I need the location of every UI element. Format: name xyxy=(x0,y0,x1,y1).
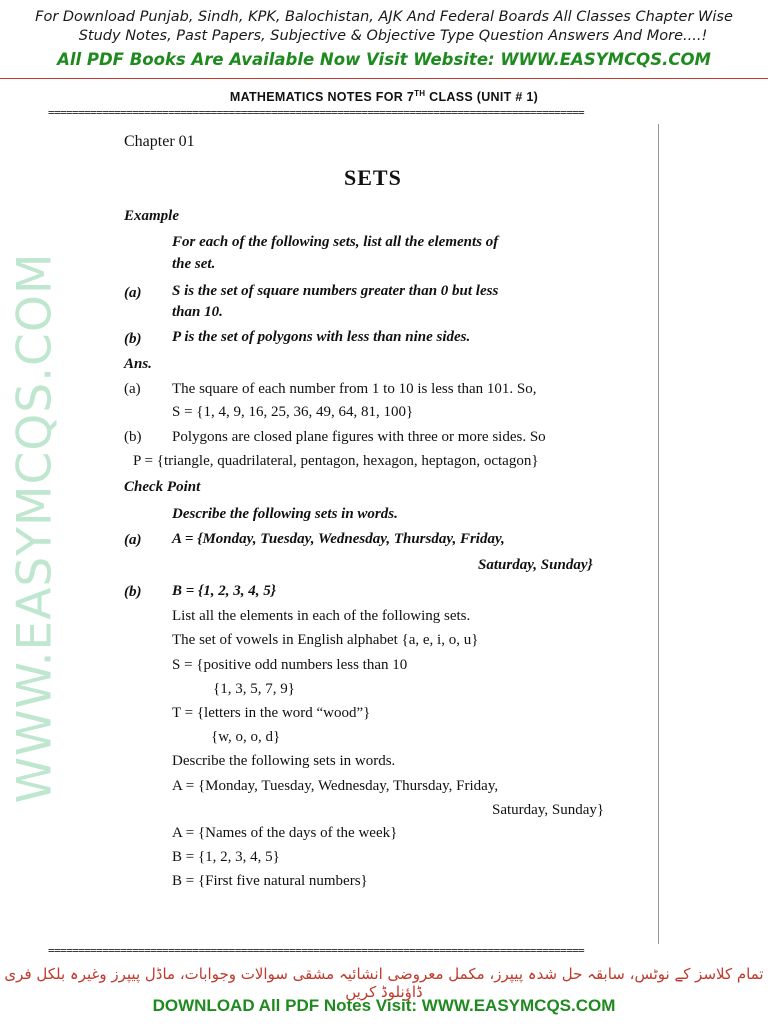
days-line-2: Saturday, Sunday} xyxy=(492,802,605,818)
checkpoint-a-text-2: Saturday, Sunday} xyxy=(478,557,593,573)
t-elements: {w, o, o, d} xyxy=(211,729,281,745)
checkpoint-a-label: (a) xyxy=(124,532,142,548)
notes-title-sup: TH xyxy=(414,89,426,98)
header-divider xyxy=(0,78,768,79)
answer-a-set: S = {1, 4, 9, 16, 25, 36, 49, 64, 81, 100} xyxy=(172,404,414,420)
notes-title-prefix: MATHEMATICS NOTES FOR 7 xyxy=(229,90,415,105)
bottom-separator: ========================================================================================= xyxy=(48,944,585,957)
a-words: A = {Names of the days of the week} xyxy=(172,825,398,841)
checkpoint-b-text: B = {1, 2, 3, 4, 5} xyxy=(172,583,276,599)
notes-title xyxy=(0,89,768,104)
answer-a-text: The square of each number from 1 to 10 is less than 101. So, xyxy=(172,381,537,397)
example-b-label: (b) xyxy=(124,331,142,347)
site-header-text xyxy=(0,8,768,46)
example-intro-2: the set. xyxy=(172,256,216,272)
notes-title-suffix: CLASS (UNIT # 1) xyxy=(425,90,539,105)
margin-rule xyxy=(658,124,659,944)
chapter-title: SETS xyxy=(344,165,402,190)
answer-heading: Ans. xyxy=(124,356,152,372)
s-line: S = {positive odd numbers less than 10 xyxy=(172,657,408,673)
example-intro-1: For each of the following sets, list all the elements of xyxy=(172,234,499,250)
example-heading: Example xyxy=(124,208,179,224)
answer-a-label: (a) xyxy=(124,381,141,397)
vowels-line: The set of vowels in English alphabet {a, e, i, o, u} xyxy=(172,632,479,648)
t-line: T = {letters in the word “wood”} xyxy=(172,705,371,721)
website-banner: All PDF Books Are Available Now Visit Website: WWW.EASYMCQS.COM xyxy=(57,50,711,69)
checkpoint-heading: Check Point xyxy=(124,479,201,495)
checkpoint-a-text-1: A = {Monday, Tuesday, Wednesday, Thursday, Friday, xyxy=(172,531,505,547)
watermark-text: WWW.EASYMCQS.COM xyxy=(7,252,63,804)
example-a-text-1: S is the set of square numbers greater than 0 but less xyxy=(172,283,499,299)
checkpoint-intro: Describe the following sets in words. xyxy=(172,506,398,522)
example-b-text: P is the set of polygons with less than nine sides. xyxy=(172,329,471,345)
b-words: B = {First five natural numbers} xyxy=(172,873,368,889)
answer-b-label: (b) xyxy=(124,429,142,445)
urdu-notice: تمام کلاسز کے نوٹس، سابقہ حل شدہ پیپرز، مکمل معروضی انشائیہ مشقی سوالات وجوابات، ماڈل پیپرز وغیرہ بلکل فری ڈاؤنلوڈ کریں xyxy=(4,965,764,1001)
header-line-2: Study Notes, Past Papers, Subjective & Objective Type Question Answers And More....! xyxy=(78,28,708,44)
example-a-text-2: than 10. xyxy=(172,304,223,320)
describe-intro: Describe the following sets in words. xyxy=(172,753,396,769)
list-intro: List all the elements in each of the following sets. xyxy=(172,608,471,624)
chapter-label: Chapter 01 xyxy=(124,133,195,150)
answer-b-set: P = {triangle, quadrilateral, pentagon, hexagon, heptagon, octagon} xyxy=(133,453,539,469)
days-line-1: A = {Monday, Tuesday, Wednesday, Thursday, Friday, xyxy=(172,778,499,794)
top-separator: ========================================================================================= xyxy=(48,106,585,119)
checkpoint-b-label: (b) xyxy=(124,584,142,600)
b-set: B = {1, 2, 3, 4, 5} xyxy=(172,849,280,865)
example-a-label: (a) xyxy=(124,285,142,301)
header-line-1: For Download Punjab, Sindh, KPK, Balochistan, AJK And Federal Boards All Classes Chapter Wise xyxy=(35,9,733,25)
answer-b-text: Polygons are closed plane figures with three or more sides. So xyxy=(172,429,546,445)
download-footer: DOWNLOAD All PDF Notes Visit: WWW.EASYMCQS.COM xyxy=(152,996,616,1015)
s-elements: {1, 3, 5, 7, 9} xyxy=(213,681,295,697)
